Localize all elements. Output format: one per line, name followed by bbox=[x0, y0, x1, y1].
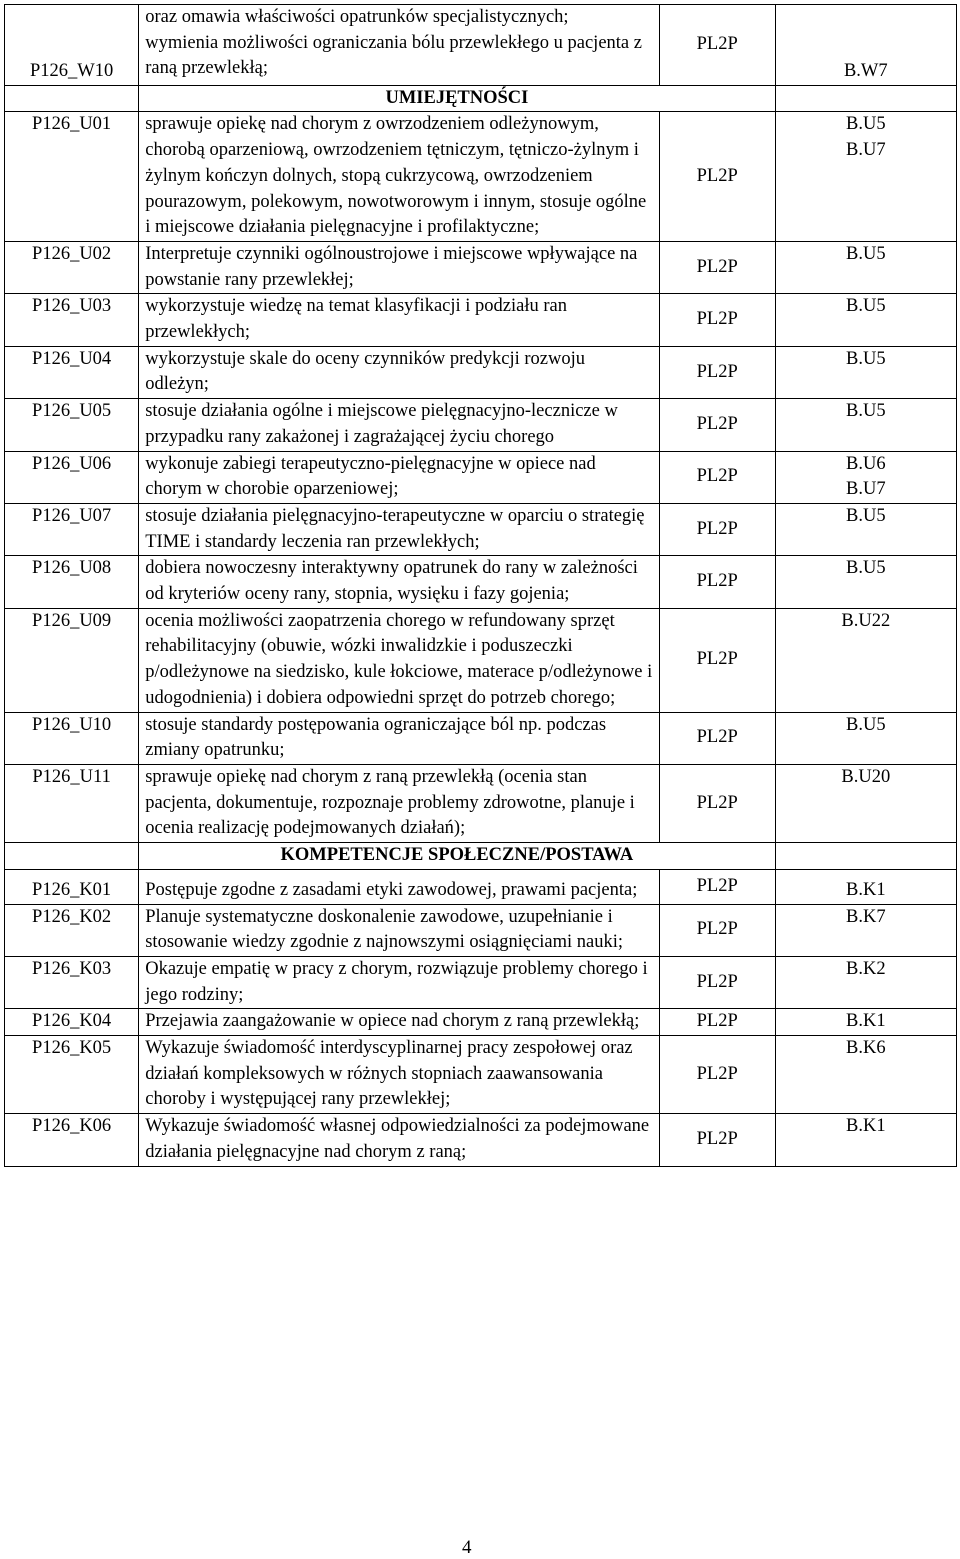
outcome-level: PL2P bbox=[659, 956, 775, 1008]
outcome-ref: B.U7 bbox=[846, 140, 886, 161]
outcome-description: wykorzystuje wiedzę na temat klasyfikacji i podziału ran przewlekłych; bbox=[139, 294, 660, 346]
table-row bbox=[5, 112, 957, 242]
outcome-code: P126_K06 bbox=[5, 1114, 139, 1166]
page-number: 4 bbox=[462, 1537, 472, 1558]
outcome-code: P126_U02 bbox=[5, 241, 139, 293]
table-row bbox=[5, 5, 957, 86]
outcome-level: PL2P bbox=[659, 503, 775, 555]
outcome-code: P126_U10 bbox=[5, 712, 139, 764]
outcome-refs bbox=[775, 556, 956, 608]
outcome-description: ocenia możliwości zaopatrzenia chorego w refundowany sprzęt rehabilitacyjny (obuwie, wózki inwalidzkie i poduszeczki p/odleżynowe na siedzisko, kule łokciowe, materace p/odleżynowe i udogodnienia) i dobiera odpowiedni sprzęt do potrzeb chorego; bbox=[139, 608, 660, 712]
section-ref-cell bbox=[775, 843, 956, 870]
outcome-level: PL2P bbox=[659, 1114, 775, 1166]
outcome-ref: B.U20 bbox=[841, 766, 891, 787]
outcome-ref: B.U5 bbox=[846, 401, 886, 422]
outcome-text-part: wymienia możliwości ograniczania bólu przewlekłego u pacjenta z raną przewlekłą; bbox=[145, 32, 642, 79]
outcome-code: P126_K04 bbox=[5, 1009, 139, 1036]
outcome-ref: B.K1 bbox=[846, 1011, 886, 1032]
outcome-refs bbox=[775, 608, 956, 712]
table-row bbox=[5, 1036, 957, 1114]
outcome-code: P126_U03 bbox=[5, 294, 139, 346]
outcome-level: PL2P bbox=[659, 712, 775, 764]
table-row bbox=[5, 608, 957, 712]
outcome-refs bbox=[775, 451, 956, 503]
outcome-refs bbox=[775, 1114, 956, 1166]
outcome-code: P126_U07 bbox=[5, 503, 139, 555]
outcome-code: P126_U09 bbox=[5, 608, 139, 712]
outcome-ref: B.U5 bbox=[846, 348, 886, 369]
table-row bbox=[5, 712, 957, 764]
table-row bbox=[5, 764, 957, 842]
table-row bbox=[5, 956, 957, 1008]
learning-outcomes-table bbox=[4, 4, 957, 1167]
outcome-code: P126_K02 bbox=[5, 904, 139, 956]
outcome-description: Przejawia zaangażowanie w opiece nad chorym z raną przewlekłą; bbox=[139, 1009, 660, 1036]
outcome-refs bbox=[775, 399, 956, 451]
outcome-refs bbox=[775, 869, 956, 904]
outcome-description: stosuje działania ogólne i miejscowe pielęgnacyjno-lecznicze w przypadku rany zakażonej i zagrażającej życiu chorego bbox=[139, 399, 660, 451]
outcome-ref: B.U5 bbox=[846, 558, 886, 579]
section-header-row bbox=[5, 843, 957, 870]
outcome-description: wykonuje zabiegi terapeutyczno-pielęgnacyjne w opiece nad chorym w chorobie oparzeniowej; bbox=[139, 451, 660, 503]
outcome-refs bbox=[775, 956, 956, 1008]
table-row bbox=[5, 241, 957, 293]
outcome-code: P126_U04 bbox=[5, 346, 139, 398]
outcome-ref: B.U5 bbox=[846, 114, 886, 135]
outcome-level: PL2P bbox=[659, 608, 775, 712]
outcome-code: P126_U05 bbox=[5, 399, 139, 451]
outcome-description: sprawuje opiekę nad chorym z raną przewlekłą (ocenia stan pacjenta, dokumentuje, rozpoznaje problemy zdrowotne, planuje i ocenia realizację podejmowanych działań); bbox=[139, 764, 660, 842]
outcome-description: Okazuje empatię w pracy z chorym, rozwiązuje problemy chorego i jego rodziny; bbox=[139, 956, 660, 1008]
outcome-ref: B.W7 bbox=[843, 61, 888, 81]
section-header-row bbox=[5, 85, 957, 112]
outcome-level: PL2P bbox=[659, 869, 775, 904]
outcome-refs bbox=[775, 764, 956, 842]
outcome-code: P126_U08 bbox=[5, 556, 139, 608]
outcome-ref: B.U7 bbox=[846, 479, 886, 500]
outcome-description: Wykazuje świadomość własnej odpowiedzialności za podejmowane działania pielęgnacyjne nad chorym z raną; bbox=[139, 1114, 660, 1166]
outcome-ref: B.U6 bbox=[846, 453, 886, 474]
outcome-refs bbox=[775, 346, 956, 398]
section-header: KOMPETENCJE SPOŁECZNE/POSTAWA bbox=[139, 843, 775, 870]
outcome-code: P126_U01 bbox=[5, 112, 139, 242]
outcome-code: P126_K03 bbox=[5, 956, 139, 1008]
table-row bbox=[5, 294, 957, 346]
outcome-ref: B.K7 bbox=[846, 906, 886, 927]
outcome-description: Wykazuje świadomość interdyscyplinarnej pracy zespołowej oraz działań kompleksowych w różnych stopniach zaawansowania choroby i występującej rany przewlekłej; bbox=[139, 1036, 660, 1114]
table-row bbox=[5, 556, 957, 608]
outcome-ref: B.K1 bbox=[846, 879, 886, 900]
outcome-description: dobiera nowoczesny interaktywny opatrunek do rany w zależności od kryteriów oceny rany, stopnia, wysięku i fazy gojenia; bbox=[139, 556, 660, 608]
outcome-text-part: oraz omawia właściwości opatrunków specjalistycznych; bbox=[145, 7, 569, 27]
table-row bbox=[5, 346, 957, 398]
outcome-ref: B.U5 bbox=[846, 296, 886, 317]
outcome-description: Planuje systematyczne doskonalenie zawodowe, uzupełnianie i stosowanie wiedzy zgodnie z najnowszymi osiągnięciami nauki; bbox=[139, 904, 660, 956]
outcome-level: PL2P bbox=[659, 399, 775, 451]
table-body bbox=[5, 5, 957, 1167]
outcome-level: PL2P bbox=[659, 451, 775, 503]
outcome-ref: B.K2 bbox=[846, 958, 886, 979]
table-row bbox=[5, 451, 957, 503]
outcome-description: stosuje działania pielęgnacyjno-terapeutyczne w oparciu o strategię TIME i standardy leczenia ran przewlekłych; bbox=[139, 503, 660, 555]
outcome-code: P126_U06 bbox=[5, 451, 139, 503]
table-row bbox=[5, 1009, 957, 1036]
outcome-level: PL2P bbox=[659, 1009, 775, 1036]
outcome-ref: B.K1 bbox=[846, 1116, 886, 1137]
outcome-refs bbox=[775, 112, 956, 242]
outcome-level: PL2P bbox=[659, 1036, 775, 1114]
table-row bbox=[5, 399, 957, 451]
outcome-description: sprawuje opiekę nad chorym z owrzodzeniem odleżynowym, chorobą oparzeniową, owrzodzeniem tętniczym, tętniczo-żylnym i żylnym kończyn dolnych, stopą cukrzycową, owrzodzeniem pourazowym, polekowym, nowotworowym i innym, stosuje ogólne i miejscowe działania pielęgnacyjne i profilaktyczne; bbox=[139, 112, 660, 242]
outcome-level: PL2P bbox=[659, 556, 775, 608]
outcome-refs bbox=[775, 5, 956, 86]
outcome-description: stosuje standardy postępowania ograniczające ból np. podczas zmiany opatrunku; bbox=[139, 712, 660, 764]
outcome-refs bbox=[775, 1036, 956, 1114]
outcome-ref: B.K6 bbox=[846, 1038, 886, 1059]
outcome-ref: B.U22 bbox=[841, 610, 891, 631]
outcome-ref: B.U5 bbox=[846, 243, 886, 264]
section-code-cell bbox=[5, 85, 139, 112]
table-row bbox=[5, 869, 957, 904]
outcome-refs bbox=[775, 241, 956, 293]
section-header: UMIEJĘTNOŚCI bbox=[139, 85, 775, 112]
outcome-ref: B.U5 bbox=[846, 505, 886, 526]
outcome-code: P126_K01 bbox=[5, 869, 139, 904]
section-ref-cell bbox=[775, 85, 956, 112]
outcome-description: Postępuje zgodne z zasadami etyki zawodowej, prawami pacjenta; bbox=[139, 869, 660, 904]
outcome-refs bbox=[775, 294, 956, 346]
table-row bbox=[5, 503, 957, 555]
outcome-level: PL2P bbox=[659, 241, 775, 293]
outcome-level: PL2P bbox=[659, 294, 775, 346]
outcome-refs bbox=[775, 503, 956, 555]
table-row bbox=[5, 904, 957, 956]
section-code-cell bbox=[5, 843, 139, 870]
outcome-level: PL2P bbox=[659, 904, 775, 956]
outcome-level: PL2P bbox=[659, 112, 775, 242]
outcome-level: PL2P bbox=[659, 5, 775, 86]
outcome-ref: B.U5 bbox=[846, 714, 886, 735]
outcome-level: PL2P bbox=[659, 346, 775, 398]
outcome-refs bbox=[775, 712, 956, 764]
outcome-code: P126_U11 bbox=[5, 764, 139, 842]
outcome-refs bbox=[775, 904, 956, 956]
outcome-refs bbox=[775, 1009, 956, 1036]
outcome-level: PL2P bbox=[659, 764, 775, 842]
outcome-description: wykorzystuje skale do oceny czynników predykcji rozwoju odleżyn; bbox=[139, 346, 660, 398]
outcome-code: P126_K05 bbox=[5, 1036, 139, 1114]
outcome-description bbox=[139, 5, 660, 86]
outcome-code: P126_W10 bbox=[5, 5, 139, 86]
table-row bbox=[5, 1114, 957, 1166]
outcome-description: Interpretuje czynniki ogólnoustrojowe i miejscowe wpływające na powstanie rany przewlekłej; bbox=[139, 241, 660, 293]
